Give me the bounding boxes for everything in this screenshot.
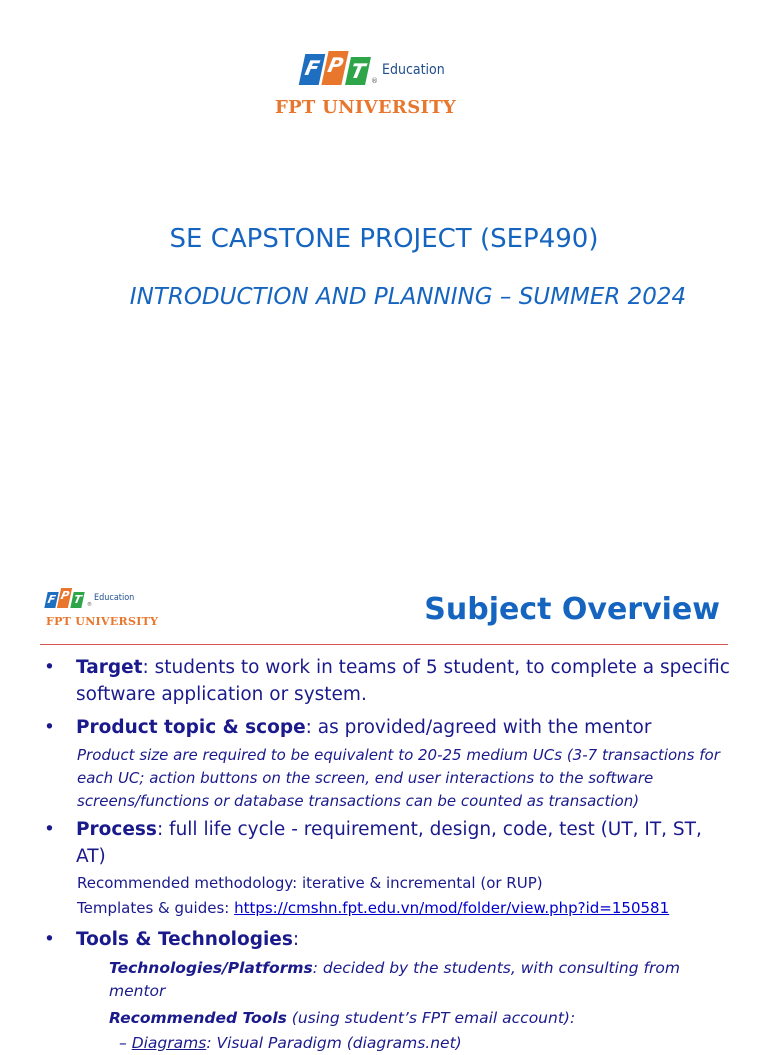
- bullet-process: [44, 816, 734, 870]
- logo-block-t: T: [345, 57, 371, 85]
- slide-title: Subject Overview: [424, 592, 720, 627]
- logo-education-text: Education: [382, 61, 445, 78]
- bullet-dot-icon: •: [44, 657, 55, 678]
- bullet-text: : as provided/agreed with the mentor: [305, 717, 652, 738]
- subject-overview-slide: [0, 580, 768, 1052]
- templates-link[interactable]: https://cmshn.fpt.edu.vn/mod/folder/view.php?id=150581: [234, 899, 670, 917]
- bullet-label: Tools & Technologies: [76, 929, 293, 950]
- scope-size-note: Product size are required to be equivalent to 20-25 medium UCs (3-7 transactions for each UC; action buttons on the screen, end user interactions to the software screens/functions or database transactions can be counted as transaction): [77, 746, 720, 810]
- bullet-colon: :: [292, 929, 300, 950]
- diagrams-text: : Visual Paradigm (diagrams.net): [206, 1034, 462, 1052]
- templates-line: [44, 897, 734, 920]
- title-divider: [40, 644, 728, 645]
- bullet-tools: [44, 926, 734, 953]
- bullet-label: Product topic & scope: [76, 717, 306, 738]
- diagrams-line: [44, 1032, 734, 1055]
- logo-block-t: T: [70, 592, 84, 608]
- logo-university-text: FPT UNIVERSITY: [275, 97, 457, 118]
- slide-subtitle: INTRODUCTION AND PLANNING – SUMMER 2024: [129, 284, 687, 310]
- templates-label: Templates & guides:: [77, 899, 235, 917]
- bullet-dot-icon: •: [44, 929, 55, 950]
- fpt-education-logo: [275, 53, 457, 118]
- overview-content: [44, 652, 734, 1055]
- bullet-dot-icon: •: [44, 819, 55, 840]
- recommended-tools-text: (using student’s FPT email account):: [286, 1009, 576, 1027]
- logo-block-p: P: [321, 51, 348, 85]
- methodology-note: Recommended methodology: iterative & incremental (or RUP): [77, 874, 543, 892]
- logo-block-f: F: [44, 592, 58, 608]
- recommended-tools-label: Recommended Tools: [109, 1009, 287, 1027]
- logo-block-f: F: [299, 54, 326, 85]
- bullet-label: Target: [76, 657, 143, 678]
- logo-university-text: FPT UNIVERSITY: [46, 615, 159, 628]
- bullet-text: : full life cycle - requirement, design, code, test (UT, IT, ST, AT): [76, 819, 702, 867]
- diagrams-label[interactable]: Diagrams: [131, 1034, 207, 1052]
- logo-education-text: Education: [94, 593, 135, 603]
- fpt-education-logo: [46, 588, 158, 628]
- dash-icon: –: [119, 1034, 132, 1052]
- recommended-tools-line: [44, 1007, 734, 1030]
- logo-registered-mark: ®: [371, 77, 378, 85]
- slide-title: SE CAPSTONE PROJECT (SEP490): [169, 224, 599, 254]
- bullet-target: [44, 654, 734, 708]
- bullet-label: Process: [76, 819, 157, 840]
- technologies-line: [44, 957, 734, 1003]
- bullet-scope: [44, 714, 734, 741]
- logo-block-p: P: [57, 588, 72, 608]
- logo-registered-mark: ®: [87, 602, 92, 608]
- bullet-text: : students to work in teams of 5 student, to complete a specific software application or system.: [76, 657, 730, 705]
- bullet-dot-icon: •: [44, 717, 55, 738]
- technologies-text: : decided by the students, with consulting from mentor: [109, 959, 680, 1000]
- technologies-label: Technologies/Platforms: [109, 959, 313, 977]
